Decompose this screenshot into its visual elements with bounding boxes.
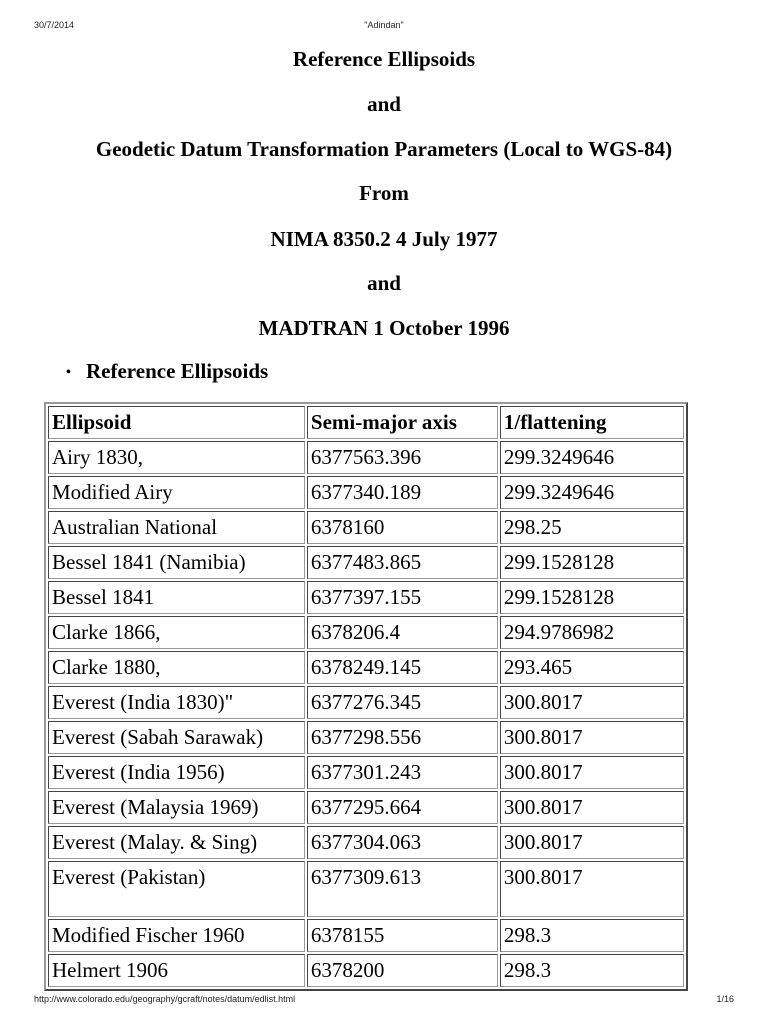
semi-major-axis-cell: 6377276.345 [307, 686, 498, 719]
flattening-cell: 300.8017 [500, 861, 684, 917]
semi-major-axis-cell: 6378155 [307, 919, 498, 952]
flattening-cell: 300.8017 [500, 721, 684, 754]
table-row [48, 476, 684, 509]
ellipsoid-name-cell: Bessel 1841 (Namibia) [48, 546, 305, 579]
flattening-cell: 300.8017 [500, 826, 684, 859]
flattening-cell: 298.3 [500, 954, 684, 987]
table-row [48, 546, 684, 579]
ellipsoid-name-cell: Clarke 1866, [48, 616, 305, 649]
heading-and-1: and [367, 92, 401, 116]
table-row [48, 756, 684, 789]
ellipsoid-name-cell: Everest (Malay. & Sing) [48, 826, 305, 859]
semi-major-axis-cell: 6378200 [307, 954, 498, 987]
table-row [48, 511, 684, 544]
flattening-cell: 299.1528128 [500, 581, 684, 614]
table-row [48, 441, 684, 474]
ellipsoid-name-cell: Bessel 1841 [48, 581, 305, 614]
print-footer [34, 994, 734, 1006]
section-title-link[interactable]: Reference Ellipsoids [86, 359, 269, 383]
section-list-item[interactable] [66, 358, 268, 386]
ellipsoid-table-container [44, 402, 688, 1002]
flattening-cell: 298.25 [500, 511, 684, 544]
print-date: 30/7/2014 [34, 20, 75, 30]
print-title: "Adindan" [364, 20, 404, 30]
table-row [48, 826, 684, 859]
semi-major-axis-cell: 6377309.613 [307, 861, 498, 917]
ellipsoid-name-cell: Everest (Malaysia 1969) [48, 791, 305, 824]
bullet-icon: • [66, 365, 71, 381]
page-title: Reference Ellipsoids [292, 47, 476, 71]
heading-madtran-source: MADTRAN 1 October 1996 [258, 316, 510, 340]
semi-major-axis-cell: 6378206.4 [307, 616, 498, 649]
flattening-cell: 299.1528128 [500, 546, 684, 579]
flattening-cell: 300.8017 [500, 756, 684, 789]
table-row [48, 581, 684, 614]
ellipsoid-name-cell: Clarke 1880, [48, 651, 305, 684]
page-url: http://www.colorado.edu/geography/gcraft/notes/datum/edlist.html [34, 994, 296, 1004]
semi-major-axis-cell: 6377397.155 [307, 581, 498, 614]
flattening-cell: 299.3249646 [500, 476, 684, 509]
table-row [48, 791, 684, 824]
table-header-row [48, 406, 684, 439]
table-row [48, 954, 684, 987]
heading-nima-source: NIMA 8350.2 4 July 1977 [270, 227, 498, 251]
ellipsoid-name-cell: Modified Airy [48, 476, 305, 509]
semi-major-axis-cell: 6377298.556 [307, 721, 498, 754]
table-row [48, 686, 684, 719]
flattening-cell: 293.465 [500, 651, 684, 684]
flattening-cell: 300.8017 [500, 791, 684, 824]
flattening-cell: 298.3 [500, 919, 684, 952]
flattening-cell: 294.9786982 [500, 616, 684, 649]
column-header-ellipsoid: Ellipsoid [48, 406, 305, 439]
ellipsoid-name-cell: Everest (India 1830)" [48, 686, 305, 719]
ellipsoid-table [44, 402, 688, 991]
semi-major-axis-cell: 6377304.063 [307, 826, 498, 859]
semi-major-axis-cell: 6377483.865 [307, 546, 498, 579]
heading-from: From [359, 181, 409, 205]
table-row [48, 616, 684, 649]
ellipsoid-name-cell: Helmert 1906 [48, 954, 305, 987]
ellipsoid-name-cell: Everest (Sabah Sarawak) [48, 721, 305, 754]
ellipsoid-name-cell: Australian National [48, 511, 305, 544]
table-row [48, 861, 684, 917]
semi-major-axis-cell: 6377340.189 [307, 476, 498, 509]
table-row [48, 721, 684, 754]
ellipsoid-name-cell: Everest (Pakistan) [48, 861, 305, 917]
semi-major-axis-cell: 6377295.664 [307, 791, 498, 824]
column-header-semi-major-axis: Semi-major axis [307, 406, 498, 439]
ellipsoid-name-cell: Modified Fischer 1960 [48, 919, 305, 952]
semi-major-axis-cell: 6378249.145 [307, 651, 498, 684]
flattening-cell: 300.8017 [500, 686, 684, 719]
semi-major-axis-cell: 6377301.243 [307, 756, 498, 789]
table-row [48, 651, 684, 684]
semi-major-axis-cell: 6377563.396 [307, 441, 498, 474]
heading-and-2: and [367, 271, 401, 295]
ellipsoid-name-cell: Everest (India 1956) [48, 756, 305, 789]
table-row [48, 919, 684, 952]
ellipsoid-name-cell: Airy 1830, [48, 441, 305, 474]
column-header-flattening: 1/flattening [500, 406, 684, 439]
flattening-cell: 299.3249646 [500, 441, 684, 474]
semi-major-axis-cell: 6378160 [307, 511, 498, 544]
print-header [34, 20, 734, 32]
page-number: 1/16 [716, 994, 734, 1004]
heading-subtitle: Geodetic Datum Transformation Parameters (Local to WGS-84) [95, 137, 673, 161]
